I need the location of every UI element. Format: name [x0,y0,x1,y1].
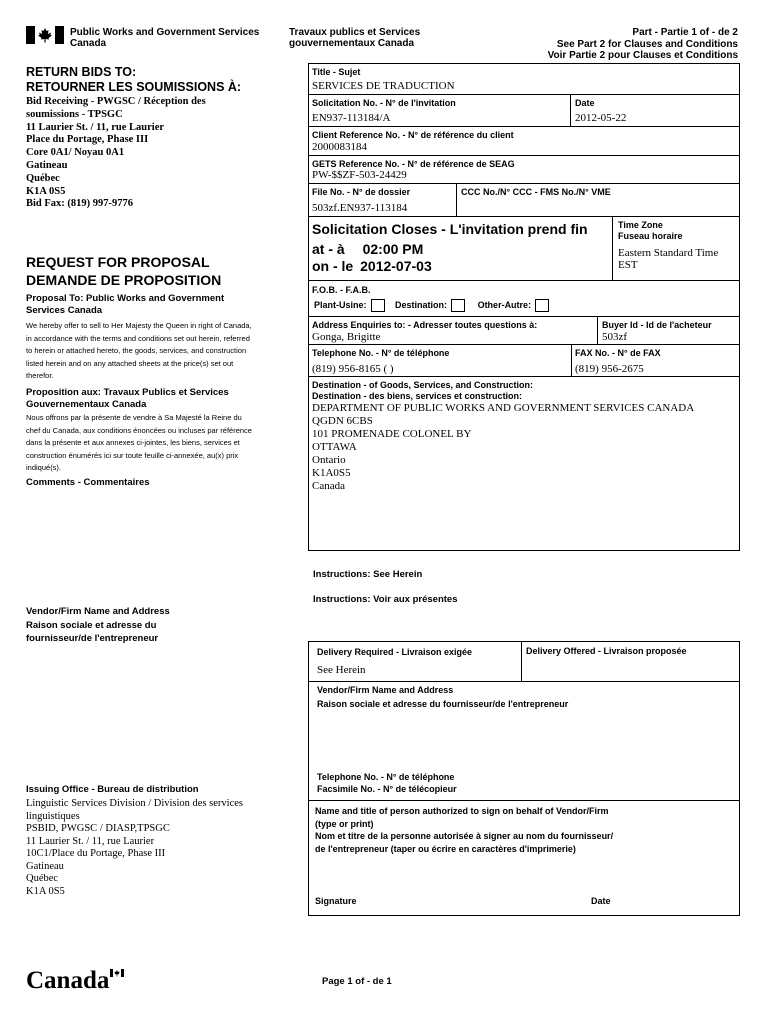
solicitation-number-value: EN937-113184/A [312,112,391,124]
buyer-id-field [602,320,712,341]
department-name-en: Public Works and Government Services [70,27,260,38]
vendor-address-label [26,605,170,646]
time-zone-abbrev: EST [618,259,638,271]
time-zone-value: Eastern Standard Time [618,247,719,259]
see-part-en: See Part 2 for Clauses and Conditions [556,38,738,50]
vendor-label-line-2: Raison sociale et adresse du [26,619,157,631]
time-zone-label-en: Time Zone [618,220,663,230]
title-label: Title - Sujet [312,67,361,77]
ccc-number-label: CCC No./N° CCC - FMS No./N° VME [461,187,611,197]
delivery-offered-field[interactable] [526,646,687,657]
ccc-number-field [461,187,611,198]
proposal-to-fr: Proposition aux: Travaux Publics et Services Gouvernementaux Canada [26,387,229,410]
fax-label: FAX No. - N° de FAX [575,348,661,358]
see-part-fr: Voir Partie 2 pour Clauses et Conditions [547,50,738,60]
proposal-to-en: Proposal To: Public Works and Government Services Canada [26,293,225,316]
plant-usine-label: Plant-Usine: [314,299,367,310]
issue-date-label: Date [575,98,595,108]
part-indicator: Part - Partie 1 of - de 2 [632,27,738,38]
gets-reference-field [312,159,515,181]
time-zone-label-fr: Fuseau horaire [618,231,683,241]
vendor-label-line-1: Vendor/Firm Name and Address [26,606,170,617]
closing-date-value: 2012-07-03 [360,258,432,274]
destination-label: Destination: [395,299,448,310]
return-bids-address: Bid Receiving - PWGSC / Réception des soumissions - TPSGC 11 Laurier St. / 11, rue Laurier Place du Portage, Phase III Core 0A1/ Noyau 0A1 Gatineau Québec K1A 0S5 Bid Fax: (819) 997-9776 [26,96,206,210]
buyer-id-value: 503zf [602,331,628,341]
vendor-label-line-3: fournisseur/de l'entrepreneur [26,633,159,644]
destination-label-fr: Destination - des biens, services et construction: [312,391,523,401]
vendor-telephone-label: Telephone No. - N° de téléphone [317,772,455,782]
telephone-label: Telephone No. - N° de téléphone [312,348,450,358]
time-zone-field [618,220,718,271]
other-autre-label: Other-Autre: [477,299,532,310]
at-label: at - à [312,241,345,257]
file-number-field [312,187,410,214]
canada-wordmark [26,966,109,996]
destination-label-en: Destination - of Goods, Services, and Construction: [312,380,534,390]
instructions-fr: Instructions: Voir aux présentes [313,594,458,605]
buyer-id-label: Buyer Id - Id de l'acheteur [602,320,712,330]
fob-label: F.O.B. - F.A.B. [312,285,371,295]
canada-flag-logo [26,26,64,44]
destination-address: DEPARTMENT OF PUBLIC WORKS AND GOVERNMENT SERVICES CANADA QGDN 6CBS 101 PROMENADE COLONEL BY OTTAWA Ontario K1A0S5 Canada [312,402,695,492]
authorized-person-field[interactable] [315,805,613,855]
vendor-name-address-field[interactable] [317,685,568,710]
file-number-label: File No. - N° de dossier [312,187,411,197]
issue-date-value: 2012-05-22 [575,112,627,124]
country-name-fr: gouvernementaux Canada [289,38,415,49]
vendor-facsimile-label: Facsimile No. - N° de télécopieur [317,784,457,794]
page-number: Page 1 of - de 1 [322,976,392,987]
fob-options [314,299,555,312]
solicitation-closes-label: Solicitation Closes - L'invitation prend fin [312,221,588,237]
address-enquiries-value: Gonga, Brigitte [312,331,381,343]
destination-field [312,380,694,493]
issuing-office-label: Issuing Office - Bureau de distribution [26,784,199,795]
delivery-offered-label: Delivery Offered - Livraison proposée [526,646,687,656]
offer-text-fr: Nous offrons par la présente de vendre à Sa Majesté la Reine du chef du Canada, aux conditions énoncées ou incluses par référence dans la présente et aux annexes ci-jointes, les biens, services et construction énumérés ici sur toute feuille ci-annexée, au(x) prix indiqué(s). [26,413,252,472]
authorized-person-label-1: Name and title of person authorized to sign on behalf of Vendor/Firm [315,806,609,816]
rfp-title [26,253,221,289]
issuing-office-address: Linguistic Services Division / Division des services linguistiques PSBID, PWGSC / DIASP,TPSGC 11 Laurier St. / 11, rue Laurier 10C1/Place du Portage, Phase III Gatineau Québec K1A 0S5 [26,798,243,897]
closing-time [312,241,423,258]
comments-label: Comments - Commentaires [26,477,150,488]
authorized-person-label-2: (type or print) [315,818,374,829]
gets-reference-value: PW-$$ZF-503-24429 [312,169,407,181]
solicitation-number-label: Solicitation No. - N° de l'invitation [312,98,456,108]
return-bids-title-fr: RETOURNER LES SOUMISSIONS À: [26,80,242,94]
return-bids-title [26,65,241,95]
issue-date-field [575,98,626,124]
on-label: on - le [312,258,354,274]
client-reference-value: 2000083184 [312,141,367,153]
client-reference-field [312,130,514,153]
authorized-person-label-3: Nom et titre de la personne autorisée à signer au nom du fournisseur/ [315,831,614,841]
telephone-value: (819) 956-8165 ( ) [312,363,394,375]
signature-label: Signature [315,896,357,906]
country-name-en: Canada [70,38,107,49]
rfp-title-fr: DEMANDE DE PROPOSITION [26,272,222,288]
department-name-fr: Travaux publics et Services [289,27,421,38]
delivery-required-value: See Herein [317,664,366,676]
delivery-required-label: Delivery Required - Livraison exigée [317,647,473,657]
authorized-person-label-4: de l'entrepreneur (taper ou écrire en caractères d'imprimerie) [315,843,576,854]
wordmark-flag-icon [110,969,124,977]
solicitation-number-field [312,98,456,124]
client-reference-label: Client Reference No. - N° de référence du client [312,130,514,140]
rfp-title-en: REQUEST FOR PROPOSAL [26,254,210,270]
vendor-name-label-en: Vendor/Firm Name and Address [317,685,454,695]
signature-date-label: Date [591,896,611,906]
offer-text-en: We hereby offer to sell to Her Majesty the Queen in right of Canada, in accordance with the terms and conditions set out herein, referred to herein or attached hereto, the goods, services, and construction listed herein and on any attached sheets at the price(s) set out therefor. [26,321,252,380]
instructions-en: Instructions: See Herein [313,569,423,580]
fax-value: (819) 956-2675 [575,363,644,375]
telephone-field [312,348,449,375]
closing-time-value: 02:00 PM [362,241,424,257]
address-enquiries-label: Address Enquiries to: - Adresser toutes questions à: [312,320,538,330]
return-bids-title-en: RETURN BIDS TO: [26,65,137,79]
plant-usine-checkbox[interactable] [371,299,385,312]
vendor-name-label-fr: Raison sociale et adresse du fournisseur/de l'entrepreneur [317,699,569,709]
canada-wordmark-text: Canada [26,967,110,994]
title-field [312,67,455,92]
file-number-value: 503zf.EN937-113184 [312,202,408,214]
other-autre-checkbox[interactable] [535,299,549,312]
vendor-phone-fax-field[interactable] [317,772,457,795]
destination-checkbox[interactable] [451,299,465,312]
gets-reference-label: GETS Reference No. - N° de référence de SEAG [312,159,515,169]
title-value: SERVICES DE TRADUCTION [312,80,455,92]
closing-date [312,258,432,275]
address-enquiries-field [312,320,537,343]
delivery-required-field [317,647,472,676]
fax-field [575,348,661,375]
